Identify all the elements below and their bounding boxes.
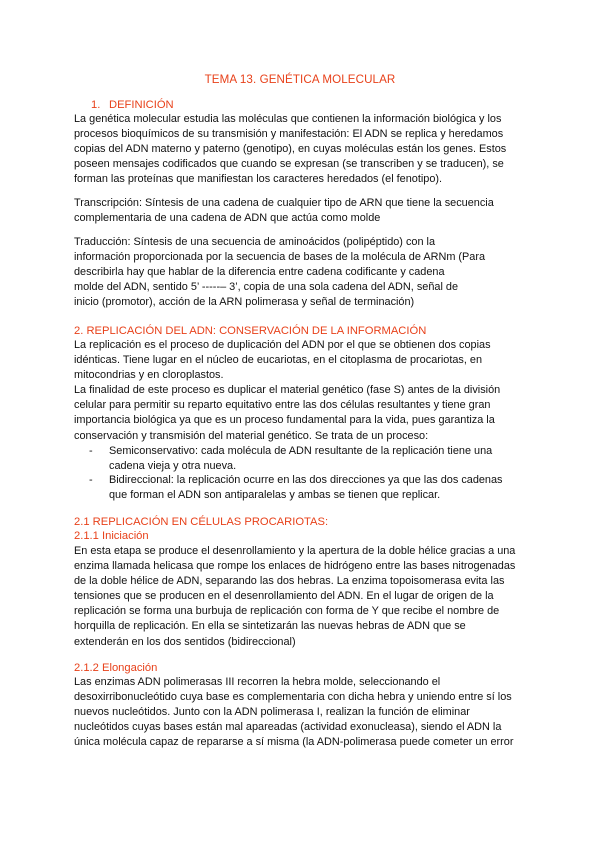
- section-2-1-1-heading: 2.1.1 Iniciación: [74, 530, 149, 542]
- section-2-heading: 2. REPLICACIÓN DEL ADN: CONSERVACIÓN DE LA INFORMACIÓN: [74, 325, 427, 337]
- text-line: La genética molecular estudia las moléculas que contienen la información biológica y los: [74, 113, 502, 125]
- translation-paragraph: [74, 235, 534, 310]
- text-line: celular para permitir su reparto equitativo entre las dos células resultantes y tiene gran: [74, 399, 491, 412]
- section-1-heading: [91, 99, 174, 111]
- text-line: enzima llamada helicasa que rompe los enlaces de hidrógeno entre las bases nitrogenadas: [74, 560, 516, 573]
- text-line: procesos bioquímicos de su transmisión y manifestación: El ADN se replica y heredamos: [74, 128, 504, 141]
- text-line: de la doble hélice de ADN, separando las dos hebras. La enzima topoisomerasa evita las: [74, 575, 505, 588]
- text-line: conservación y transmisión del material genético. Se trata de un proceso:: [74, 429, 429, 442]
- text-line: importancia biológica ya que es un proceso fundamental para la vida, pues garantiza la: [74, 414, 495, 427]
- section-2-1-heading: 2.1 REPLICACIÓN EN CÉLULAS PROCARIOTAS:: [74, 516, 329, 528]
- text-line: Transcripción: Síntesis de una cadena de cualquier tipo de ARN que tiene la secuencia: [74, 197, 494, 209]
- text-line: desoxirribonucleótido cuya base es complementaria con dicha hebra y uniendo entre sí los: [74, 691, 512, 704]
- document-title: TEMA 13. GENÉTICA MOLECULAR: [204, 73, 396, 86]
- text-line: inicio (promotor), acción de la ARN polimerasa y señal de terminación): [74, 296, 415, 309]
- text-line: nuevos nucleótidos. Junto con la ADN polimerasa I, realizan la función de eliminar: [74, 706, 470, 719]
- text-line: copias del ADN materno y paterno (genotipo), en cuyas moléculas están los genes. Estos: [74, 143, 507, 156]
- text-line: cadena vieja y otra nueva.: [109, 460, 237, 473]
- bullet-bidirectional: [89, 473, 529, 503]
- text-line: horquilla de replicación. En ella se sintetizarán las nuevas hebras de ADN que se: [74, 620, 466, 633]
- section-2-1-2-heading: 2.1.2 Elongación: [74, 662, 158, 674]
- bullet-marker: -: [89, 474, 93, 486]
- section-1-title: DEFINICIÓN: [109, 99, 174, 111]
- initiation-paragraph: [74, 544, 534, 650]
- bullet-semiconservative: [89, 444, 529, 474]
- replication-intro-paragraph: [74, 338, 534, 444]
- text-line: idénticas. Tiene lugar en el núcleo de eucariotas, en el citoplasma de procariotas, en: [74, 354, 483, 367]
- text-line: Las enzimas ADN polimerasas III recorren la hebra molde, seleccionando el: [74, 676, 441, 688]
- text-line: información proporcionada por la secuencia de bases de la molécula de ARNm (Para: [74, 251, 486, 264]
- text-line: En esta etapa se produce el desenrollamiento y la apertura de la doble hélice gracias a una: [74, 545, 516, 557]
- text-line: que forman el ADN son antiparalelas y ambas se tienen que replicar.: [109, 489, 441, 502]
- text-line: extenderán en los dos sentidos (bidireccional): [74, 635, 296, 648]
- text-line: describirla hay que hablar de la diferencia entre cadena codificante y cadena: [74, 266, 445, 279]
- bullet-marker: -: [89, 445, 93, 457]
- transcription-paragraph: [74, 196, 534, 226]
- text-line: Bidireccional: la replicación ocurre en las dos direcciones ya que las dos cadenas: [109, 474, 503, 486]
- section-1-number: 1.: [91, 99, 101, 111]
- text-line: La finalidad de este proceso es duplicar el material genético (fase S) antes de la división: [74, 384, 501, 397]
- text-line: mitocondrias y en cloroplastos.: [74, 369, 224, 382]
- text-line: Traducción: Síntesis de una secuencia de aminoácidos (polipéptido) con la: [74, 236, 436, 248]
- text-line: poseen mensajes codificados que cuando se expresan (se transcriben y se traducen), se: [74, 158, 504, 171]
- text-line: Semiconservativo: cada molécula de ADN resultante de la replicación tiene una: [109, 445, 493, 457]
- elongation-paragraph: [74, 675, 534, 750]
- definition-paragraph: [74, 112, 534, 187]
- text-line: replicación se forma una burbuja de replicación con forma de Y que recibe el nombre de: [74, 605, 500, 618]
- text-line: única molécula capaz de repararse a sí misma (la ADN-polimerasa puede cometer un error: [74, 736, 514, 749]
- text-line: tensiones que se producen en el desenrollamiento del ADN. En el lugar de origen de la: [74, 590, 494, 603]
- text-line: forman las proteínas que manifiestan los caracteres heredados (el fenotipo).: [74, 173, 443, 186]
- text-line: nucleótidos cuyas bases están mal apareadas (actividad exonucleasa), siendo el ADN la: [74, 721, 502, 734]
- text-line: complementaria de una cadena de ADN que actúa como molde: [74, 212, 381, 225]
- text-line: molde del ADN, sentido 5’ -----– 3’, copia de una sola cadena del ADN, señal de: [74, 281, 459, 294]
- text-line: La replicación es el proceso de duplicación del ADN por el que se obtienen dos copias: [74, 339, 491, 351]
